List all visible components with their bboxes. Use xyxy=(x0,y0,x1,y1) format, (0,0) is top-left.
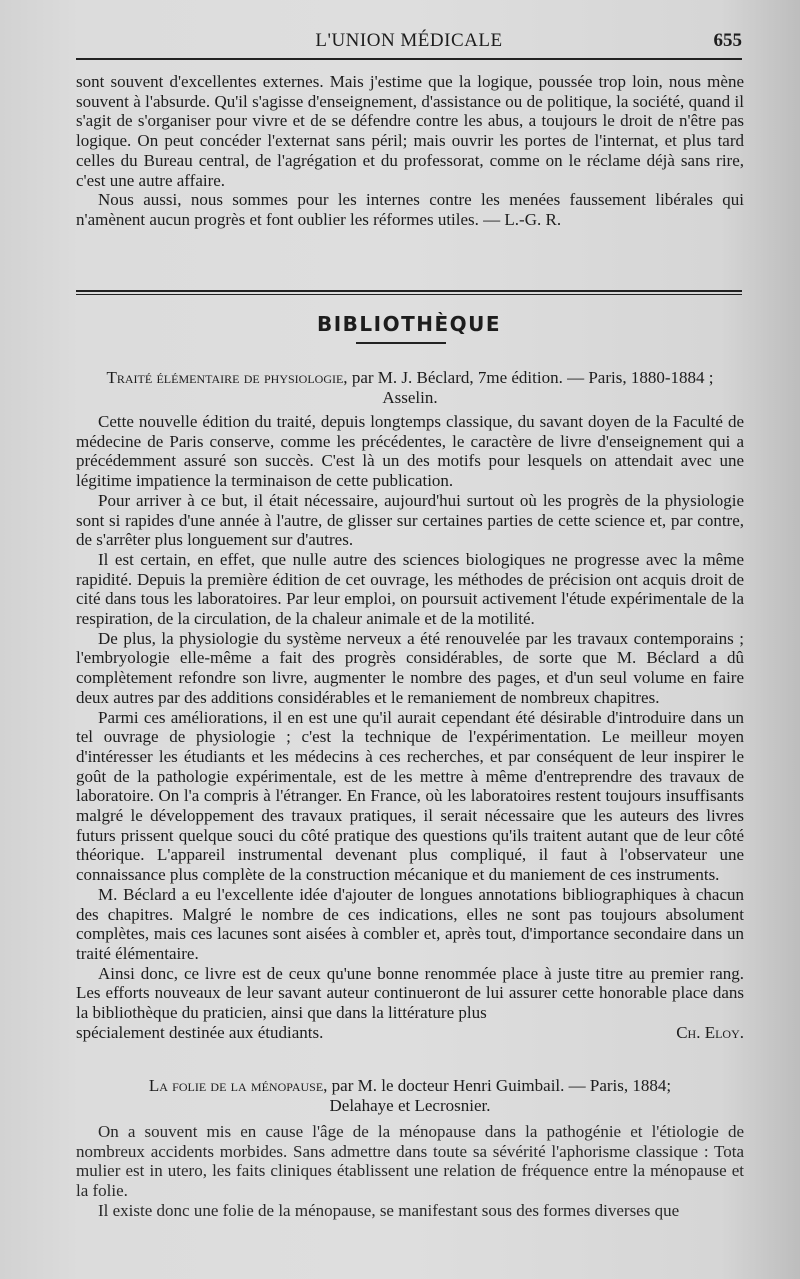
review1-paragraph: Il est certain, en effet, que nulle autre des sciences biologiques ne progresse avec la même rapidité. Depuis la première édition de cet ouvrage, les méthodes de précision ont acquis droit de cité dans tous les laboratoires. Par leur emploi, on poursuit activement l'étude expérimentale de la respiration, de la circulation, de la chaleur animale et de la motilité. xyxy=(76,549,744,629)
section-title: BIBLIOTHÈQUE xyxy=(316,312,502,336)
review1-signature: Ch. Eloy. xyxy=(676,1022,744,1042)
header-rule xyxy=(76,58,742,60)
review1-reference xyxy=(76,368,744,408)
review1-paragraph: Pour arriver à ce but, il était nécessaire, aujourd'hui surtout où les progrès de la physiologie sont si rapides d'une année à l'autre, de glisser sur certaines parties de cette science et, par contre, de s'arrêter plus longuement sur d'autres. xyxy=(76,490,744,550)
page-number: 655 xyxy=(713,30,742,51)
review1-book-title: Traité élémentaire de physiologie, xyxy=(106,368,348,387)
running-header xyxy=(76,26,742,56)
section-rule xyxy=(76,290,742,292)
review1-signoff xyxy=(76,1023,744,1043)
review1-text xyxy=(76,412,744,1043)
review2-book-title: La folie de la ménopause, xyxy=(148,1076,328,1095)
intro-text xyxy=(76,72,744,230)
review1-paragraph: Cette nouvelle édition du traité, depuis longtemps classique, du savant doyen de la Faculté de médecine de Paris conserve, comme les précédentes, le caractère de livre d'enseignement qui a précédemment assuré son succès. C'est là un des motifs pour lesquels on attendait avec une légitime impatience la terminaison de cette publication. xyxy=(76,412,744,491)
intro-paragraph: Nous aussi, nous sommes pour les internes contre les menées faussement libérales qui n'amènent aucun progrès et font oublier les réformes utiles. — L.-G. R. xyxy=(76,190,744,229)
review1-paragraph: Parmi ces améliorations, il en est une qu'il aurait cependant été désirable d'introduire dans un tel ouvrage de physiologie ; c'est la technique de l'expérimentation. Le meilleur moyen d'intéresser les étudiants et les médecins à ces recherches, et par conséquent de leur inspirer le goût de la pathologie expérimentale, est de les mettre à même d'entreprendre des travaux de laboratoire. On l'a compris à l'étranger. En France, où les laboratoires restent toujours insuffisants malgré le développement des travaux pratiques, il serait nécessaire que les auteurs des livres futurs prissent quelque souci du côté pratique des questions qu'ils traitent autant que de leur côté théorique. L'appareil instrumental devenant plus compliqué, il faut à l'observateur une connaissance plus complète de la construction mécanique et du maniement de ces instruments. xyxy=(76,707,744,885)
intro-paragraph: sont souvent d'excellentes externes. Mais j'estime que la logique, poussée trop loin, nous mène souvent à l'absurde. Qu'il s'agisse d'enseignement, d'assistance ou de politique, la société, quand il s'agit de s'organiser pour vivre et de se défendre contre les abus, a toujours le droit de n'être pas logique. On peut concéder l'externat sans péril; mais ouvrir les portes de l'internat, et plus tard celles du Bureau central, de l'agrégation et du professorat, comme on le réclame déjà sans rire, c'est une autre affaire. xyxy=(76,72,744,190)
review1-paragraph: De plus, la physiologie du système nerveux a été renouvelée par les travaux contemporains ; l'embryologie elle-même a fait des progrès considérables, de sorte que M. Béclard a dû complètement refondre son livre, augmenter le nombre des pages, et d'un seul volume en faire deux autres par des additions considérables et le remaniement de nombreux chapitres. xyxy=(76,628,744,707)
review2-publisher: Delahaye et Lecrosnier. xyxy=(329,1096,491,1115)
journal-title: L'UNION MÉDICALE xyxy=(315,30,503,51)
review1-last-line: spécialement destinée aux étudiants. xyxy=(76,1022,324,1042)
review2-text xyxy=(76,1122,744,1221)
review1-publisher: Asselin. xyxy=(382,388,438,407)
review1-paragraph: Ainsi donc, ce livre est de ceux qu'une bonne renommée place à juste titre au premier rang. Les efforts nouveaux de leur savant auteur continueront de lui assurer cette honorable place dans la bibliothèque du praticien, ainsi que dans la littérature plus xyxy=(76,963,744,1023)
review2-paragraph: Il existe donc une folie de la ménopause, se manifestant sous des formes diverses que xyxy=(98,1200,680,1220)
review1-ref-details: par M. J. Béclard, 7me édition. — Paris, 1880-1884 ; xyxy=(347,368,714,387)
review2-ref-details: par M. le docteur Henri Guimbail. — Paris, 1884; xyxy=(327,1076,672,1095)
review2-paragraph: On a souvent mis en cause l'âge de la ménopause dans la pathogénie et l'étiologie de nombreux accidents morbides. Sans admettre dans toute sa sévérité l'aphorisme classique : Tota mulier est in utero, les faits cliniques établissent une relation de fréquence entre la ménopause et la folie. xyxy=(76,1122,744,1201)
section-rule-thin xyxy=(76,294,742,295)
review1-paragraph: M. Béclard a eu l'excellente idée d'ajouter de longues annotations bibliographiques à chacun des chapitres. Malgré le nombre de ces indications, elles ne sont pas toujours absolument complètes, mais ces lacunes sont aisées à combler et, après tout, d'importance secondaire dans un traité élémentaire. xyxy=(76,884,744,963)
title-underline xyxy=(356,342,446,344)
review2-reference xyxy=(76,1076,744,1116)
